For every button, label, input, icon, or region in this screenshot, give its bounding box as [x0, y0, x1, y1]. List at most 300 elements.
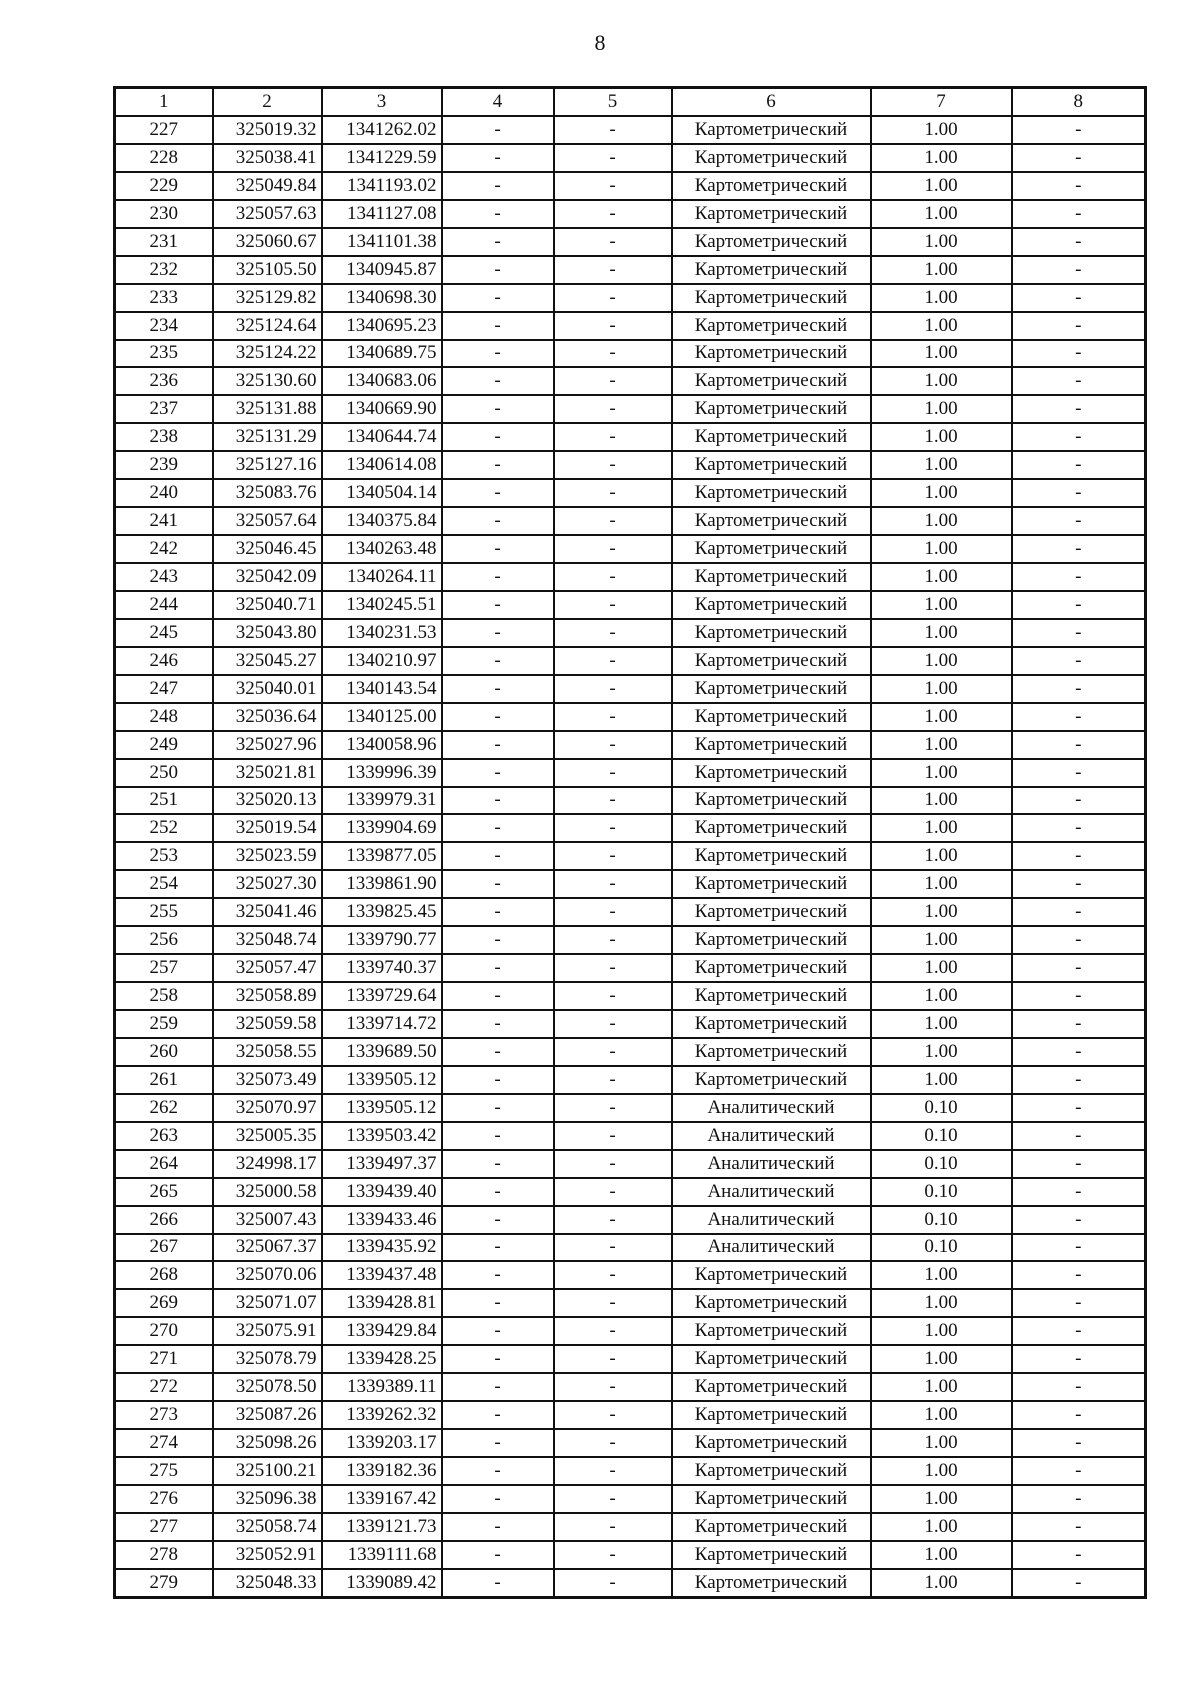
table-row	[115, 842, 1146, 870]
method-cell: Картометрический	[672, 982, 871, 1010]
table-row	[115, 647, 1146, 675]
col5-cell: -	[554, 675, 672, 703]
col5-cell: -	[554, 507, 672, 535]
point-number-cell: 234	[115, 312, 213, 340]
col8-cell: -	[1012, 1234, 1146, 1262]
column-header: 3	[322, 88, 442, 117]
col5-cell: -	[554, 1457, 672, 1485]
col4-cell: -	[442, 842, 554, 870]
col4-cell: -	[442, 1373, 554, 1401]
table-row	[115, 1457, 1146, 1485]
point-number-cell: 231	[115, 228, 213, 256]
x-coordinate-cell: 324998.17	[213, 1150, 322, 1178]
table-row	[115, 1150, 1146, 1178]
method-cell: Картометрический	[672, 479, 871, 507]
x-coordinate-cell: 325078.50	[213, 1373, 322, 1401]
col5-cell: -	[554, 1317, 672, 1345]
col5-cell: -	[554, 340, 672, 368]
x-coordinate-cell: 325058.74	[213, 1513, 322, 1541]
accuracy-cell: 1.00	[871, 144, 1012, 172]
accuracy-cell: 1.00	[871, 814, 1012, 842]
point-number-cell: 276	[115, 1485, 213, 1513]
point-number-cell: 227	[115, 116, 213, 144]
accuracy-cell: 0.10	[871, 1234, 1012, 1262]
table-row	[115, 814, 1146, 842]
y-coordinate-cell: 1339503.42	[322, 1122, 442, 1150]
col8-cell: -	[1012, 1457, 1146, 1485]
method-cell: Картометрический	[672, 1010, 871, 1038]
method-cell: Картометрический	[672, 172, 871, 200]
col4-cell: -	[442, 395, 554, 423]
y-coordinate-cell: 1340245.51	[322, 591, 442, 619]
x-coordinate-cell: 325027.30	[213, 870, 322, 898]
method-cell: Картометрический	[672, 340, 871, 368]
y-coordinate-cell: 1339877.05	[322, 842, 442, 870]
y-coordinate-cell: 1340264.11	[322, 563, 442, 591]
x-coordinate-cell: 325129.82	[213, 284, 322, 312]
y-coordinate-cell: 1340263.48	[322, 535, 442, 563]
y-coordinate-cell: 1339182.36	[322, 1457, 442, 1485]
col8-cell: -	[1012, 172, 1146, 200]
method-cell: Картометрический	[672, 759, 871, 787]
x-coordinate-cell: 325048.33	[213, 1569, 322, 1597]
col5-cell: -	[554, 395, 672, 423]
method-cell: Картометрический	[672, 619, 871, 647]
col8-cell: -	[1012, 1429, 1146, 1457]
column-header: 4	[442, 88, 554, 117]
accuracy-cell: 1.00	[871, 842, 1012, 870]
y-coordinate-cell: 1339428.81	[322, 1289, 442, 1317]
col5-cell: -	[554, 423, 672, 451]
col4-cell: -	[442, 256, 554, 284]
point-number-cell: 236	[115, 367, 213, 395]
col4-cell: -	[442, 1569, 554, 1597]
col4-cell: -	[442, 703, 554, 731]
y-coordinate-cell: 1339740.37	[322, 954, 442, 982]
col5-cell: -	[554, 1178, 672, 1206]
col8-cell: -	[1012, 675, 1146, 703]
col8-cell: -	[1012, 1066, 1146, 1094]
table-row	[115, 759, 1146, 787]
y-coordinate-cell: 1339167.42	[322, 1485, 442, 1513]
col8-cell: -	[1012, 1513, 1146, 1541]
x-coordinate-cell: 325019.32	[213, 116, 322, 144]
x-coordinate-cell: 325020.13	[213, 787, 322, 815]
col8-cell: -	[1012, 256, 1146, 284]
table-row	[115, 1569, 1146, 1597]
col5-cell: -	[554, 1010, 672, 1038]
point-number-cell: 254	[115, 870, 213, 898]
method-cell: Картометрический	[672, 423, 871, 451]
col4-cell: -	[442, 647, 554, 675]
col5-cell: -	[554, 1373, 672, 1401]
method-cell: Аналитический	[672, 1206, 871, 1234]
x-coordinate-cell: 325096.38	[213, 1485, 322, 1513]
col5-cell: -	[554, 1569, 672, 1597]
method-cell: Картометрический	[672, 1066, 871, 1094]
accuracy-cell: 1.00	[871, 1345, 1012, 1373]
table-row	[115, 619, 1146, 647]
col4-cell: -	[442, 814, 554, 842]
col8-cell: -	[1012, 1261, 1146, 1289]
y-coordinate-cell: 1339089.42	[322, 1569, 442, 1597]
table-row	[115, 340, 1146, 368]
accuracy-cell: 1.00	[871, 787, 1012, 815]
method-cell: Картометрический	[672, 1261, 871, 1289]
col8-cell: -	[1012, 1150, 1146, 1178]
accuracy-cell: 1.00	[871, 1373, 1012, 1401]
point-number-cell: 265	[115, 1178, 213, 1206]
y-coordinate-cell: 1340504.14	[322, 479, 442, 507]
method-cell: Картометрический	[672, 731, 871, 759]
col5-cell: -	[554, 451, 672, 479]
y-coordinate-cell: 1339203.17	[322, 1429, 442, 1457]
point-number-cell: 230	[115, 200, 213, 228]
accuracy-cell: 1.00	[871, 647, 1012, 675]
y-coordinate-cell: 1339439.40	[322, 1178, 442, 1206]
accuracy-cell: 1.00	[871, 395, 1012, 423]
accuracy-cell: 0.10	[871, 1150, 1012, 1178]
y-coordinate-cell: 1340143.54	[322, 675, 442, 703]
table-row	[115, 144, 1146, 172]
method-cell: Картометрический	[672, 1513, 871, 1541]
method-cell: Аналитический	[672, 1122, 871, 1150]
y-coordinate-cell: 1339714.72	[322, 1010, 442, 1038]
col8-cell: -	[1012, 312, 1146, 340]
accuracy-cell: 1.00	[871, 256, 1012, 284]
col4-cell: -	[442, 675, 554, 703]
col4-cell: -	[442, 1457, 554, 1485]
y-coordinate-cell: 1340683.06	[322, 367, 442, 395]
col4-cell: -	[442, 1094, 554, 1122]
col8-cell: -	[1012, 1289, 1146, 1317]
col5-cell: -	[554, 759, 672, 787]
table-row	[115, 731, 1146, 759]
y-coordinate-cell: 1339437.48	[322, 1261, 442, 1289]
method-cell: Картометрический	[672, 395, 871, 423]
col5-cell: -	[554, 619, 672, 647]
accuracy-cell: 1.00	[871, 954, 1012, 982]
point-number-cell: 241	[115, 507, 213, 535]
accuracy-cell: 1.00	[871, 367, 1012, 395]
point-number-cell: 272	[115, 1373, 213, 1401]
col5-cell: -	[554, 563, 672, 591]
col4-cell: -	[442, 172, 554, 200]
table-row	[115, 1206, 1146, 1234]
col5-cell: -	[554, 870, 672, 898]
table-row	[115, 675, 1146, 703]
point-number-cell: 249	[115, 731, 213, 759]
y-coordinate-cell: 1340058.96	[322, 731, 442, 759]
accuracy-cell: 1.00	[871, 1457, 1012, 1485]
accuracy-cell: 0.10	[871, 1178, 1012, 1206]
x-coordinate-cell: 325036.64	[213, 703, 322, 731]
col4-cell: -	[442, 954, 554, 982]
x-coordinate-cell: 325098.26	[213, 1429, 322, 1457]
col4-cell: -	[442, 1345, 554, 1373]
accuracy-cell: 1.00	[871, 1513, 1012, 1541]
point-number-cell: 250	[115, 759, 213, 787]
method-cell: Картометрический	[672, 1457, 871, 1485]
y-coordinate-cell: 1341229.59	[322, 144, 442, 172]
col8-cell: -	[1012, 144, 1146, 172]
col5-cell: -	[554, 591, 672, 619]
x-coordinate-cell: 325021.81	[213, 759, 322, 787]
col5-cell: -	[554, 367, 672, 395]
x-coordinate-cell: 325048.74	[213, 926, 322, 954]
accuracy-cell: 1.00	[871, 926, 1012, 954]
col8-cell: -	[1012, 870, 1146, 898]
col5-cell: -	[554, 535, 672, 563]
method-cell: Картометрический	[672, 591, 871, 619]
accuracy-cell: 1.00	[871, 563, 1012, 591]
table-row	[115, 479, 1146, 507]
col4-cell: -	[442, 591, 554, 619]
col5-cell: -	[554, 703, 672, 731]
accuracy-cell: 1.00	[871, 870, 1012, 898]
table-row	[115, 1317, 1146, 1345]
accuracy-cell: 1.00	[871, 312, 1012, 340]
x-coordinate-cell: 325005.35	[213, 1122, 322, 1150]
method-cell: Картометрический	[672, 451, 871, 479]
method-cell: Картометрический	[672, 1401, 871, 1429]
col8-cell: -	[1012, 340, 1146, 368]
accuracy-cell: 1.00	[871, 284, 1012, 312]
point-number-cell: 255	[115, 898, 213, 926]
col4-cell: -	[442, 1289, 554, 1317]
method-cell: Картометрический	[672, 1289, 871, 1317]
col4-cell: -	[442, 1485, 554, 1513]
column-header: 5	[554, 88, 672, 117]
method-cell: Картометрический	[672, 312, 871, 340]
y-coordinate-cell: 1341101.38	[322, 228, 442, 256]
col4-cell: -	[442, 1150, 554, 1178]
table-row	[115, 451, 1146, 479]
col4-cell: -	[442, 479, 554, 507]
y-coordinate-cell: 1339729.64	[322, 982, 442, 1010]
x-coordinate-cell: 325057.64	[213, 507, 322, 535]
col4-cell: -	[442, 1317, 554, 1345]
col5-cell: -	[554, 228, 672, 256]
method-cell: Картометрический	[672, 1345, 871, 1373]
method-cell: Картометрический	[672, 926, 871, 954]
accuracy-cell: 1.00	[871, 479, 1012, 507]
x-coordinate-cell: 325042.09	[213, 563, 322, 591]
y-coordinate-cell: 1340698.30	[322, 284, 442, 312]
y-coordinate-cell: 1339790.77	[322, 926, 442, 954]
y-coordinate-cell: 1339689.50	[322, 1038, 442, 1066]
col4-cell: -	[442, 759, 554, 787]
table-row	[115, 228, 1146, 256]
point-number-cell: 237	[115, 395, 213, 423]
col8-cell: -	[1012, 1317, 1146, 1345]
accuracy-cell: 1.00	[871, 1038, 1012, 1066]
col5-cell: -	[554, 479, 672, 507]
col5-cell: -	[554, 647, 672, 675]
table-row	[115, 284, 1146, 312]
col4-cell: -	[442, 1038, 554, 1066]
point-number-cell: 264	[115, 1150, 213, 1178]
table-row	[115, 1234, 1146, 1262]
table-body	[115, 116, 1146, 1597]
y-coordinate-cell: 1339904.69	[322, 814, 442, 842]
table-row	[115, 535, 1146, 563]
table-row	[115, 982, 1146, 1010]
accuracy-cell: 1.00	[871, 591, 1012, 619]
point-number-cell: 243	[115, 563, 213, 591]
x-coordinate-cell: 325027.96	[213, 731, 322, 759]
method-cell: Картометрический	[672, 228, 871, 256]
method-cell: Картометрический	[672, 256, 871, 284]
accuracy-cell: 1.00	[871, 423, 1012, 451]
x-coordinate-cell: 325041.46	[213, 898, 322, 926]
col4-cell: -	[442, 1513, 554, 1541]
col5-cell: -	[554, 1150, 672, 1178]
x-coordinate-cell: 325052.91	[213, 1541, 322, 1569]
x-coordinate-cell: 325038.41	[213, 144, 322, 172]
point-number-cell: 239	[115, 451, 213, 479]
method-cell: Картометрический	[672, 144, 871, 172]
col5-cell: -	[554, 1401, 672, 1429]
y-coordinate-cell: 1339433.46	[322, 1206, 442, 1234]
point-number-cell: 246	[115, 647, 213, 675]
table-row	[115, 423, 1146, 451]
col8-cell: -	[1012, 926, 1146, 954]
point-number-cell: 229	[115, 172, 213, 200]
col4-cell: -	[442, 1429, 554, 1457]
point-number-cell: 266	[115, 1206, 213, 1234]
y-coordinate-cell: 1341193.02	[322, 172, 442, 200]
column-header: 2	[213, 88, 322, 117]
x-coordinate-cell: 325083.76	[213, 479, 322, 507]
col8-cell: -	[1012, 1569, 1146, 1597]
method-cell: Картометрический	[672, 1541, 871, 1569]
table-row	[115, 1122, 1146, 1150]
col5-cell: -	[554, 256, 672, 284]
y-coordinate-cell: 1339497.37	[322, 1150, 442, 1178]
x-coordinate-cell: 325000.58	[213, 1178, 322, 1206]
point-number-cell: 256	[115, 926, 213, 954]
col4-cell: -	[442, 340, 554, 368]
y-coordinate-cell: 1339861.90	[322, 870, 442, 898]
method-cell: Картометрический	[672, 1038, 871, 1066]
col8-cell: -	[1012, 842, 1146, 870]
x-coordinate-cell: 325058.55	[213, 1038, 322, 1066]
y-coordinate-cell: 1340669.90	[322, 395, 442, 423]
col4-cell: -	[442, 1401, 554, 1429]
x-coordinate-cell: 325058.89	[213, 982, 322, 1010]
col5-cell: -	[554, 1206, 672, 1234]
table-row	[115, 1429, 1146, 1457]
col8-cell: -	[1012, 563, 1146, 591]
accuracy-cell: 1.00	[871, 703, 1012, 731]
y-coordinate-cell: 1339429.84	[322, 1317, 442, 1345]
col5-cell: -	[554, 116, 672, 144]
x-coordinate-cell: 325046.45	[213, 535, 322, 563]
table-row	[115, 563, 1146, 591]
table-row	[115, 1541, 1146, 1569]
accuracy-cell: 1.00	[871, 675, 1012, 703]
col8-cell: -	[1012, 1345, 1146, 1373]
method-cell: Картометрический	[672, 563, 871, 591]
y-coordinate-cell: 1340689.75	[322, 340, 442, 368]
table-row	[115, 898, 1146, 926]
accuracy-cell: 1.00	[871, 1485, 1012, 1513]
point-number-cell: 257	[115, 954, 213, 982]
table-row	[115, 256, 1146, 284]
col5-cell: -	[554, 1289, 672, 1317]
accuracy-cell: 1.00	[871, 1317, 1012, 1345]
table-row	[115, 1401, 1146, 1429]
col4-cell: -	[442, 619, 554, 647]
x-coordinate-cell: 325059.58	[213, 1010, 322, 1038]
point-number-cell: 235	[115, 340, 213, 368]
y-coordinate-cell: 1340614.08	[322, 451, 442, 479]
col8-cell: -	[1012, 367, 1146, 395]
col8-cell: -	[1012, 787, 1146, 815]
point-number-cell: 238	[115, 423, 213, 451]
y-coordinate-cell: 1340695.23	[322, 312, 442, 340]
col4-cell: -	[442, 535, 554, 563]
point-number-cell: 273	[115, 1401, 213, 1429]
point-number-cell: 271	[115, 1345, 213, 1373]
col4-cell: -	[442, 1206, 554, 1234]
y-coordinate-cell: 1340231.53	[322, 619, 442, 647]
col8-cell: -	[1012, 731, 1146, 759]
table-row	[115, 367, 1146, 395]
col5-cell: -	[554, 1094, 672, 1122]
col5-cell: -	[554, 284, 672, 312]
point-number-cell: 247	[115, 675, 213, 703]
col8-cell: -	[1012, 1401, 1146, 1429]
col4-cell: -	[442, 507, 554, 535]
col5-cell: -	[554, 1122, 672, 1150]
col4-cell: -	[442, 870, 554, 898]
col4-cell: -	[442, 451, 554, 479]
table-header-row	[115, 88, 1146, 117]
col4-cell: -	[442, 312, 554, 340]
col4-cell: -	[442, 731, 554, 759]
point-number-cell: 233	[115, 284, 213, 312]
method-cell: Картометрический	[672, 1373, 871, 1401]
method-cell: Аналитический	[672, 1150, 871, 1178]
point-number-cell: 263	[115, 1122, 213, 1150]
x-coordinate-cell: 325127.16	[213, 451, 322, 479]
y-coordinate-cell: 1340644.74	[322, 423, 442, 451]
method-cell: Аналитический	[672, 1178, 871, 1206]
method-cell: Картометрический	[672, 814, 871, 842]
accuracy-cell: 1.00	[871, 1401, 1012, 1429]
x-coordinate-cell: 325131.29	[213, 423, 322, 451]
x-coordinate-cell: 325078.79	[213, 1345, 322, 1373]
method-cell: Картометрический	[672, 116, 871, 144]
accuracy-cell: 1.00	[871, 1010, 1012, 1038]
col8-cell: -	[1012, 982, 1146, 1010]
x-coordinate-cell: 325073.49	[213, 1066, 322, 1094]
method-cell: Аналитический	[672, 1094, 871, 1122]
col5-cell: -	[554, 1345, 672, 1373]
col5-cell: -	[554, 312, 672, 340]
col8-cell: -	[1012, 1038, 1146, 1066]
point-number-cell: 261	[115, 1066, 213, 1094]
col8-cell: -	[1012, 507, 1146, 535]
col4-cell: -	[442, 563, 554, 591]
table-row	[115, 200, 1146, 228]
x-coordinate-cell: 325057.63	[213, 200, 322, 228]
point-number-cell: 267	[115, 1234, 213, 1262]
col4-cell: -	[442, 1541, 554, 1569]
table-row	[115, 1178, 1146, 1206]
